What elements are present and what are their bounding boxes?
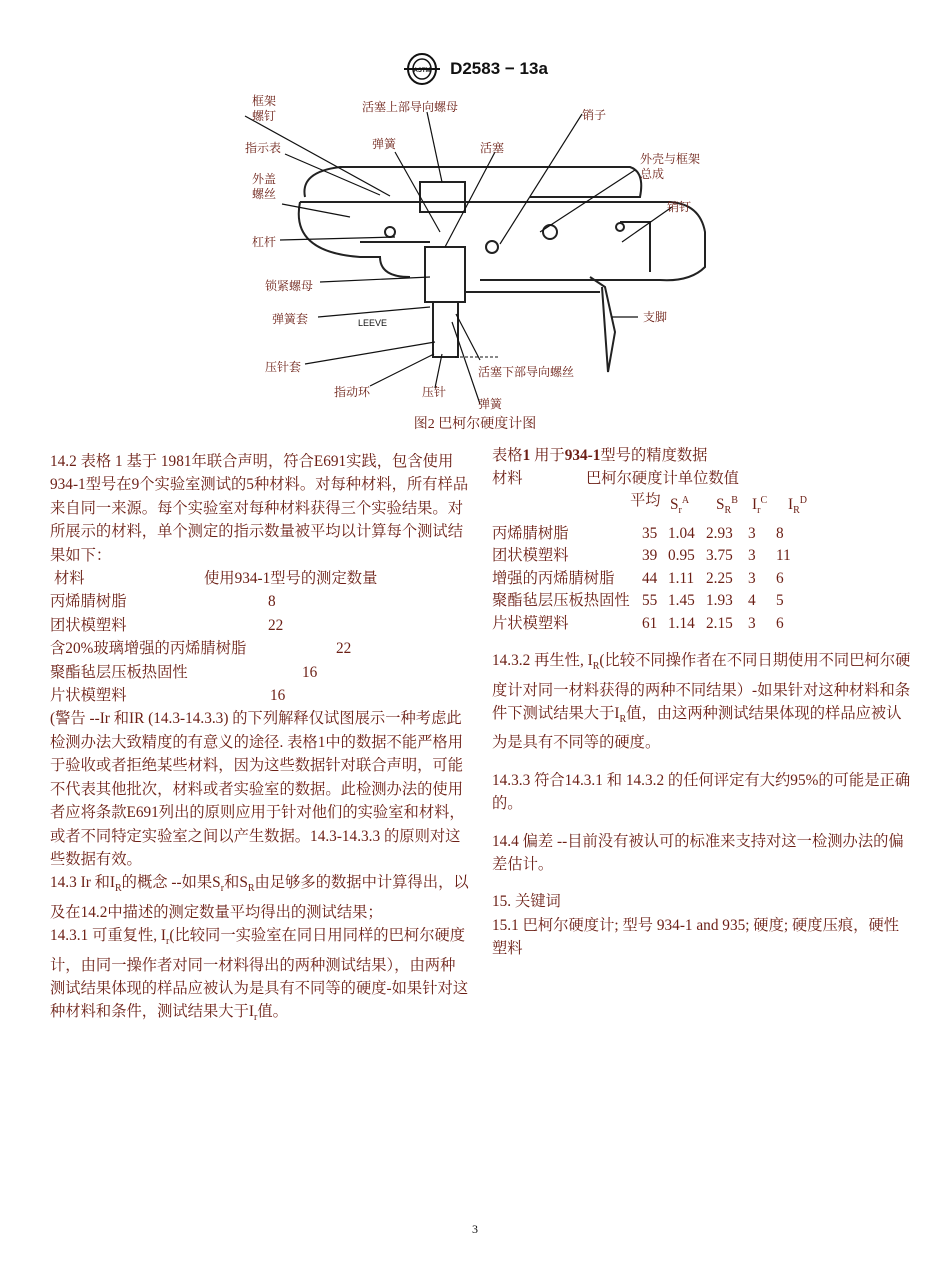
table-row [492, 568, 912, 591]
count-value: 22 [336, 640, 352, 658]
section-14-3-2-paragraph [492, 649, 912, 755]
section-14-3-3-paragraph: 14.3.3 符合14.3.1 和 14.3.2 的任何评定有大约95%的可能是正确的。 [492, 771, 911, 813]
text-run: 用于 [530, 447, 565, 464]
label-leeve: LEEVE [358, 318, 388, 328]
col-sR [716, 490, 752, 523]
superscript: C [760, 495, 768, 506]
cell-avg: 44 [642, 569, 658, 587]
count-value: 8 [268, 593, 276, 611]
superscript: A [681, 495, 690, 506]
precision-table-header-1 [492, 468, 912, 491]
page-number: 3 [472, 1222, 478, 1236]
superscript: D [799, 495, 808, 506]
count-table-header [50, 567, 470, 590]
table-row [50, 637, 470, 660]
warning-paragraph: (警告 --Ir 和IR (14.3-14.3.3) 的下列解释仅试图展示一种考虑此检测办法大致精度的有意义的途径. 表格1中的数据不能严格用于验收或者拒绝某些材料，因为这些数据针对联合声明，可能不代表其他批次，材料或者实验室的数据。此检测办法的使用者应将条款E691列出的原则应用于针对他们的实验室和材料，或者不同特定实验室之间以产生数据。14.3-14.3.3 的原则对这些数据有效。 [50, 710, 465, 868]
cell-sr: 1.45 [668, 592, 695, 610]
precision-table-title [492, 445, 912, 468]
subscript: r [166, 936, 170, 948]
text-run: 934-1 [564, 447, 601, 464]
table-row [492, 523, 912, 546]
label-pin-nail: 销钉 [667, 200, 692, 214]
text-run: S [670, 496, 679, 514]
col-ir [752, 490, 788, 523]
subscript: R [115, 883, 122, 895]
text-run: S [716, 496, 725, 514]
cell-iR: 11 [776, 547, 791, 565]
cell-ir: 4 [748, 592, 756, 610]
cell-material: 丙烯腈树脂 [492, 524, 569, 542]
count-value: 22 [268, 616, 284, 634]
section-15-1-paragraph: 15.1 巴柯尔硬度计; 型号 934-1 and 935; 硬度; 硬度压痕，硬性塑料 [492, 916, 900, 958]
cell-sR: 2.25 [706, 569, 733, 587]
barcol-tester-figure [230, 92, 750, 422]
col-avg: 平均 [630, 492, 661, 509]
table-row [492, 545, 912, 568]
cell-ir: 3 [748, 614, 756, 632]
text-run: 14.3.2 再生性, I [492, 652, 593, 670]
cell-material: 片状模塑料 [492, 614, 569, 632]
precision-table [492, 445, 912, 635]
text-run: I [788, 496, 794, 514]
label-indicator: 指示表 [245, 141, 282, 155]
text-run: I [752, 496, 758, 514]
label-lever: 杠杆 [252, 235, 277, 249]
count-material: 团状模塑料 [50, 616, 127, 634]
text-run: (比较不同操作者在不同日期使用不同巴柯尔硬度计对同一材料获得的两种不同结果）-如果针对这种材料和条件下测试结果大于I [492, 652, 911, 722]
subscript: R [619, 714, 627, 726]
count-material: 聚酯毡层压板热固性 [50, 663, 188, 681]
label-spring-bottom: 弹簧 [478, 397, 503, 411]
cell-iR: 6 [776, 614, 784, 632]
cell-sR: 1.93 [706, 592, 733, 610]
label-frame-screw: 框架 螺钉 [252, 94, 277, 123]
cell-sr: 1.11 [668, 569, 695, 587]
text-run: 值。 [257, 1003, 288, 1021]
document-code: D2583 − 13a [450, 59, 548, 78]
text-run: 1 [522, 447, 531, 464]
label-shell-frame: 外壳与框架 总成 [640, 152, 701, 181]
text-run: 14.3 Ir 和I [50, 874, 115, 892]
label-leg: 支脚 [643, 310, 668, 324]
subscript: r [757, 505, 761, 517]
label-pointer-ring: 指动环 [334, 385, 371, 399]
superscript: B [731, 495, 738, 506]
label-needle-sleeve: 压针套 [265, 360, 302, 374]
cell-sr: 1.14 [668, 614, 695, 632]
label-lock-nut: 锁紧螺母 [265, 279, 314, 293]
text-run: 14.3.1 可重复性, I [50, 927, 166, 945]
label-piston-lower-screw: 活塞下部导向螺丝 [478, 365, 575, 379]
svg-text:ASTM: ASTM [413, 68, 431, 74]
cell-material: 团状模塑料 [492, 547, 569, 565]
text-run: 值，由这两种测试结果体现的样品应被认为是具有不同等的硬度。 [492, 705, 902, 752]
cell-material: 聚酯毡层压板热固性 [492, 592, 630, 610]
section-15-heading: 15. 关键词 [492, 893, 561, 911]
cell-sR: 2.93 [706, 524, 733, 542]
table-row [492, 613, 912, 636]
cell-avg: 39 [642, 547, 658, 565]
label-piston-upper-nut: 活塞上部导向螺母 [362, 100, 459, 114]
precision-table-header-2 [492, 490, 912, 523]
label-spring-top: 弹簧 [372, 137, 397, 151]
subscript: r [253, 1012, 258, 1024]
text-run: 表格 [492, 447, 523, 464]
text-run: 的概念 --如果S [121, 874, 221, 892]
cell-avg: 55 [642, 592, 658, 610]
cell-sr: 0.95 [668, 547, 695, 565]
count-value: 16 [302, 663, 318, 681]
page-header [0, 52, 950, 86]
count-header-material: 材料 [54, 570, 85, 588]
subscript: r [220, 883, 225, 895]
count-value: 16 [270, 687, 286, 705]
cell-sR: 2.15 [706, 614, 733, 632]
subscript: R [724, 505, 732, 517]
cell-material: 增强的丙烯腈树脂 [492, 569, 615, 587]
col-unit: 巴柯尔硬度计单位数值 [586, 469, 739, 487]
cell-iR: 6 [776, 569, 784, 587]
text-run: 型号的精度数据 [600, 447, 708, 464]
section-14-3-paragraph [50, 871, 470, 924]
subscript: R [592, 661, 600, 673]
count-table [50, 567, 470, 707]
table-row [50, 614, 470, 637]
text-run: (比较同一实验室在同日用同样的巴柯尔硬度计，由同一操作者对同一材料得出的两种测试结果），由两种测试结果体现的样品应被认为是具有不同等的硬度-如果针对这种材料和条件，测试结果大于I [50, 927, 469, 1021]
label-pin: 销子 [582, 108, 607, 122]
right-column [492, 445, 912, 961]
cell-ir: 3 [748, 569, 756, 587]
count-header-count: 使用934-1型号的测定数量 [204, 570, 378, 588]
col-iR [788, 490, 807, 523]
label-spring-sleeve: 弹簧套 [272, 312, 309, 326]
table-row [50, 661, 470, 684]
cell-sr: 1.04 [668, 524, 695, 542]
col-material: 材料 [492, 469, 523, 487]
cell-ir: 3 [748, 547, 756, 565]
label-cover-screw: 外盖 螺丝 [252, 172, 277, 201]
count-material: 丙烯腈树脂 [50, 593, 127, 611]
figure-caption: 图2 巴柯尔硬度计图 [413, 417, 537, 432]
text-run: 和S [224, 874, 248, 892]
subscript: r [678, 505, 682, 517]
section-14-4-paragraph: 14.4 偏差 --目前没有被认可的标准来支持对这一检测办法的偏差估计。 [492, 832, 904, 874]
cell-iR: 5 [776, 592, 784, 610]
cell-iR: 8 [776, 524, 784, 542]
count-material: 片状模塑料 [50, 687, 127, 705]
label-needle: 压针 [422, 385, 447, 399]
count-material: 含20%玻璃增强的丙烯腈树脂 [50, 640, 247, 658]
col-sr [670, 490, 716, 523]
section-14-3-1-paragraph [50, 924, 470, 1030]
subscript: R [247, 883, 255, 895]
subscript: R [793, 505, 800, 517]
cell-avg: 35 [642, 524, 658, 542]
left-column [50, 450, 470, 1030]
cell-avg: 61 [642, 614, 658, 632]
astm-logo-icon [402, 52, 442, 86]
section-14-2-paragraph: 14.2 表格 1 基于 1981年联合声明，符合E691实践，包含使用934-1型号在9个实验室测试的5种材料。对每种材料，所有样品来自同一来源。每个实验室对每种材料获得三个实验结果。对所展示的材料，单个测定的指示数量被平均以计算每个测试结果如下： [50, 453, 469, 564]
text-run: 由足够多的数据中计算得出，以及在14.2中描述的测定数量平均得出的测试结果； [50, 874, 469, 921]
cell-ir: 3 [748, 524, 756, 542]
cell-sR: 3.75 [706, 547, 733, 565]
table-row [50, 684, 470, 707]
label-piston: 活塞 [480, 141, 505, 155]
table-row [50, 590, 470, 613]
table-row [492, 590, 912, 613]
